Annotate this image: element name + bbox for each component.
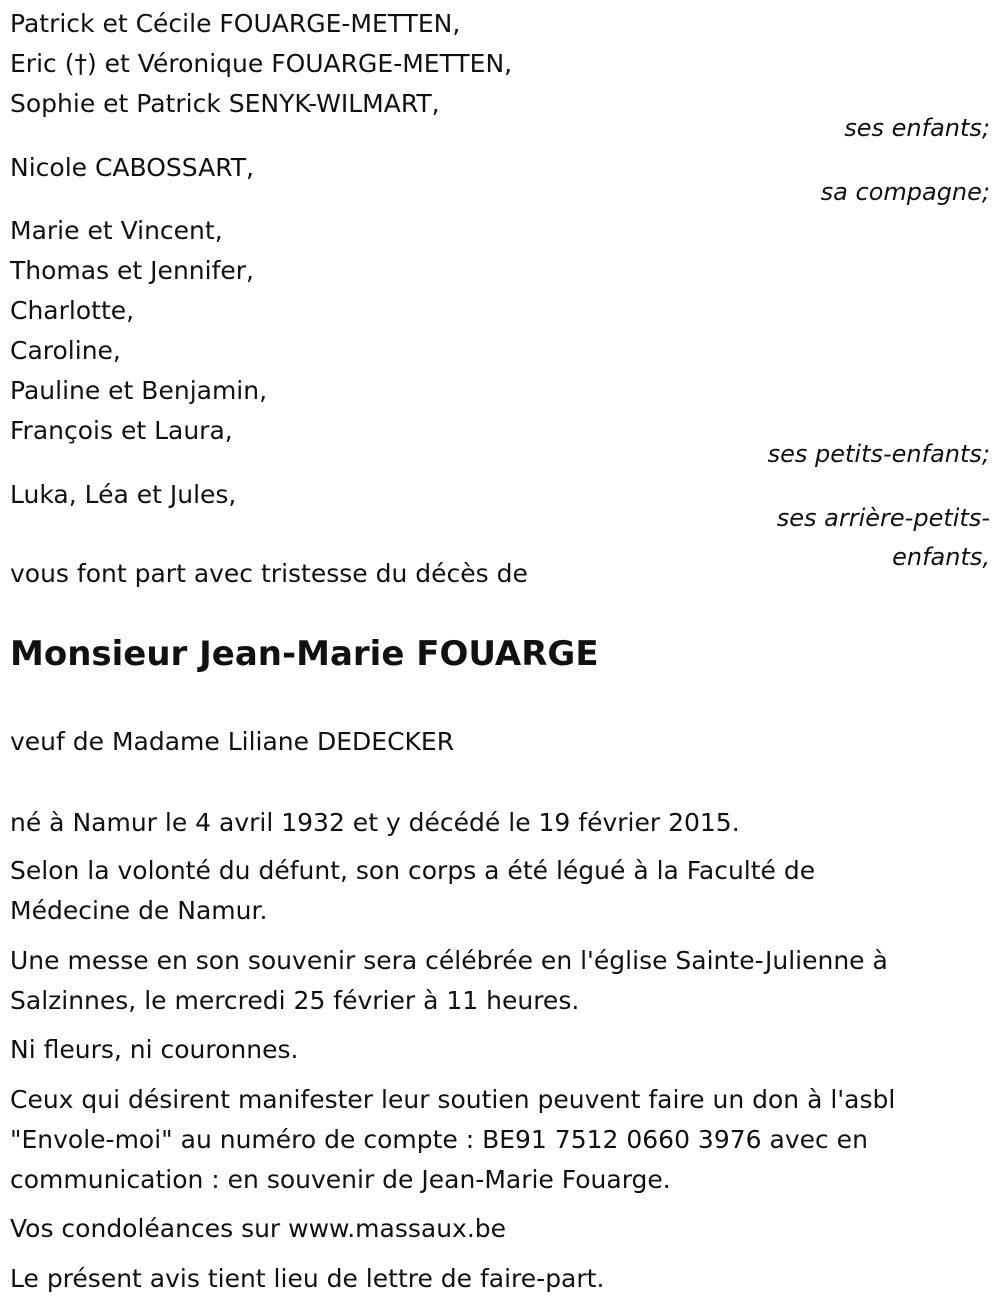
grandchild-line: Charlotte, [10,296,135,325]
child-line: Patrick et Cécile FOUARGE-METTEN, [10,9,461,38]
companion-line: Nicole CABOSSART, [10,153,254,182]
paragraph-line: Une messe en son souvenir sera célébrée en l'église Sainte-Julienne à [10,946,888,975]
paragraph-line: communication : en souvenir de Jean-Marie Fouarge. [10,1165,671,1194]
paragraph-line: Ceux qui désirent manifester leur soutien peuvent faire un don à l'asbl [10,1085,896,1114]
paragraph-line: Médecine de Namur. [10,896,268,925]
grandchild-line: Marie et Vincent, [10,216,223,245]
paragraph-line: Salzinnes, le mercredi 25 février à 11 heures. [10,986,580,1015]
paragraph-line: "Envole-moi" au numéro de compte : BE91 7512 0660 3976 avec en [10,1125,868,1154]
body-paragraph-legacy [10,851,990,931]
child-line: Eric (†) et Véronique FOUARGE-METTEN, [10,49,513,78]
body-paragraph-mass [10,941,990,1021]
donation-paragraph [10,1080,990,1200]
great-grandchildren-line: Luka, Léa et Jules, [10,480,237,509]
condolences-line: Vos condoléances sur www.massaux.be [10,1214,507,1243]
announcement-line: vous font part avec tristesse du décès de [10,559,528,588]
great-grandchildren-role-1: ses arrière-petits- [776,504,990,532]
notice-line: Le présent avis tient lieu de lettre de faire-part. [10,1264,605,1293]
grandchild-line: François et Laura, [10,416,233,445]
birth-death-line: né à Namur le 4 avril 1932 et y décédé le 19 février 2015. [10,808,740,837]
grandchild-line: Pauline et Benjamin, [10,376,268,405]
grandchildren-role: ses petits-enfants; [767,440,990,468]
grandchild-line: Thomas et Jennifer, [10,256,254,285]
children-role: ses enfants; [844,114,990,142]
paragraph-line: Selon la volonté du défunt, son corps a été légué à la Faculté de [10,856,816,885]
child-line: Sophie et Patrick SENYK-WILMART, [10,89,440,118]
great-grandchildren-role-2: enfants, [892,543,990,571]
grandchild-line: Caroline, [10,336,121,365]
flowers-line: Ni fleurs, ni couronnes. [10,1035,299,1064]
deceased-name: Monsieur Jean-Marie FOUARGE [10,634,599,674]
companion-role: sa compagne; [820,178,990,206]
widower-line: veuf de Madame Liliane DEDECKER [10,727,455,756]
